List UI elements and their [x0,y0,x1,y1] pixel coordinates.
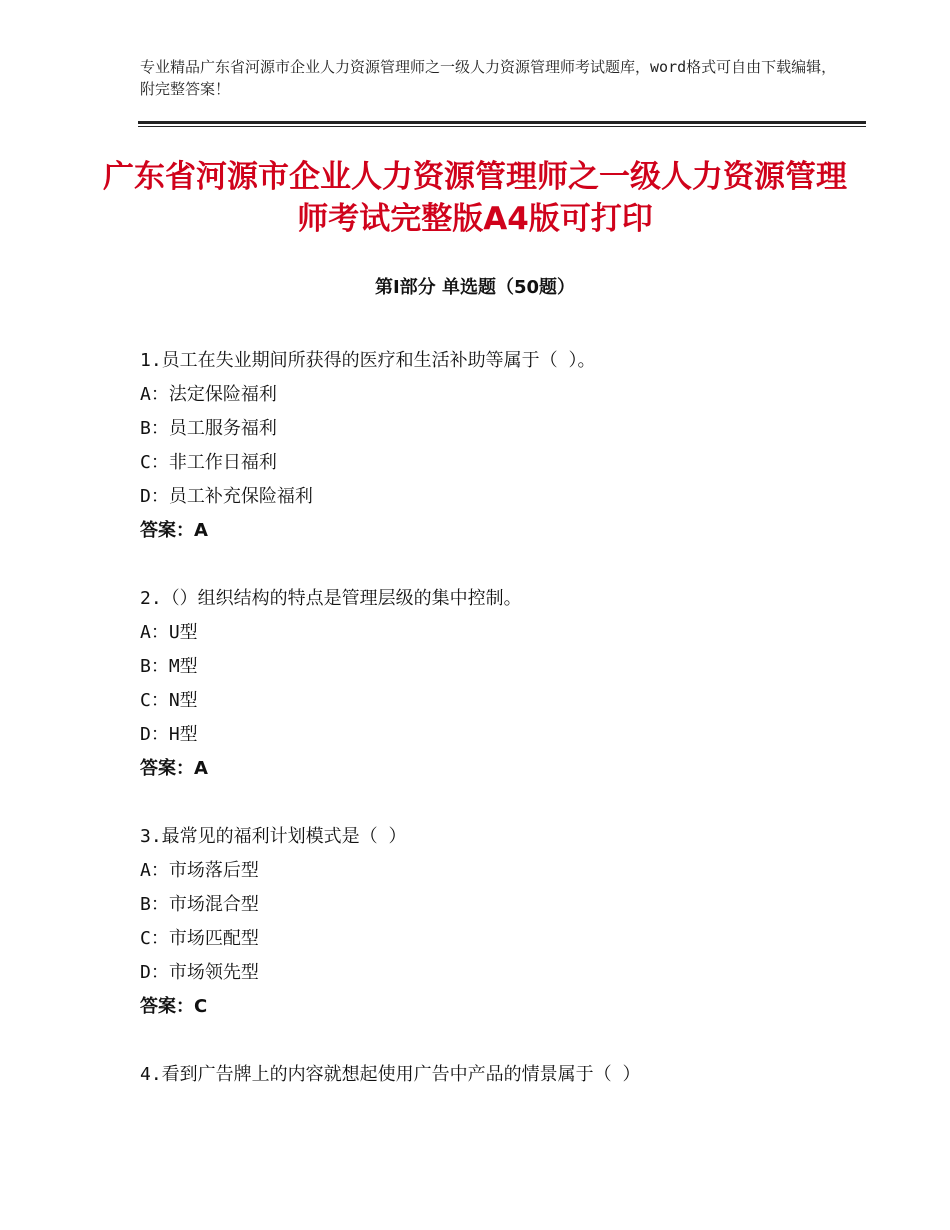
answer: 答案：C [140,996,208,1017]
section-heading: 第Ⅰ部分 单选题（50题） [374,277,575,298]
option-a: A：市场落后型 [140,860,259,881]
question-stem: 1.员工在失业期间所获得的医疗和生活补助等属于（ ）。 [140,350,596,371]
question-stem: 3.最常见的福利计划模式是（ ） [140,826,407,847]
option-c: C：市场匹配型 [140,928,259,949]
header-divider-thick [138,121,866,124]
option-b: B：M型 [140,656,198,677]
answer: 答案：A [140,520,208,541]
question-1 [140,344,860,548]
header-note: 专业精品广东省河源市企业人力资源管理师之一级人力资源管理师考试题库，word格式可自由下载编辑，附完整答案！ [140,58,837,98]
question-3 [140,820,860,1024]
option-b: B：员工服务福利 [140,418,277,439]
option-d: D：市场领先型 [140,962,259,983]
question-stem: 4.看到广告牌上的内容就想起使用广告中产品的情景属于（ ） [140,1064,641,1085]
option-a: A：U型 [140,622,198,643]
option-a: A：法定保险福利 [140,384,277,405]
option-d: D：员工补充保险福利 [140,486,313,507]
question-4 [140,1058,860,1092]
question-stem: 2.（）组织结构的特点是管理层级的集中控制。 [140,588,522,609]
document-title: 广东省河源市企业人力资源管理师之一级人力资源管理师考试完整版A4版可打印 [103,159,847,237]
question-2 [140,582,860,786]
option-c: C：非工作日福利 [140,452,277,473]
question-list [140,344,860,1126]
option-b: B：市场混合型 [140,894,259,915]
header-divider-thin [138,126,866,127]
option-c: C：N型 [140,690,198,711]
answer: 答案：A [140,758,208,779]
option-d: D：H型 [140,724,198,745]
